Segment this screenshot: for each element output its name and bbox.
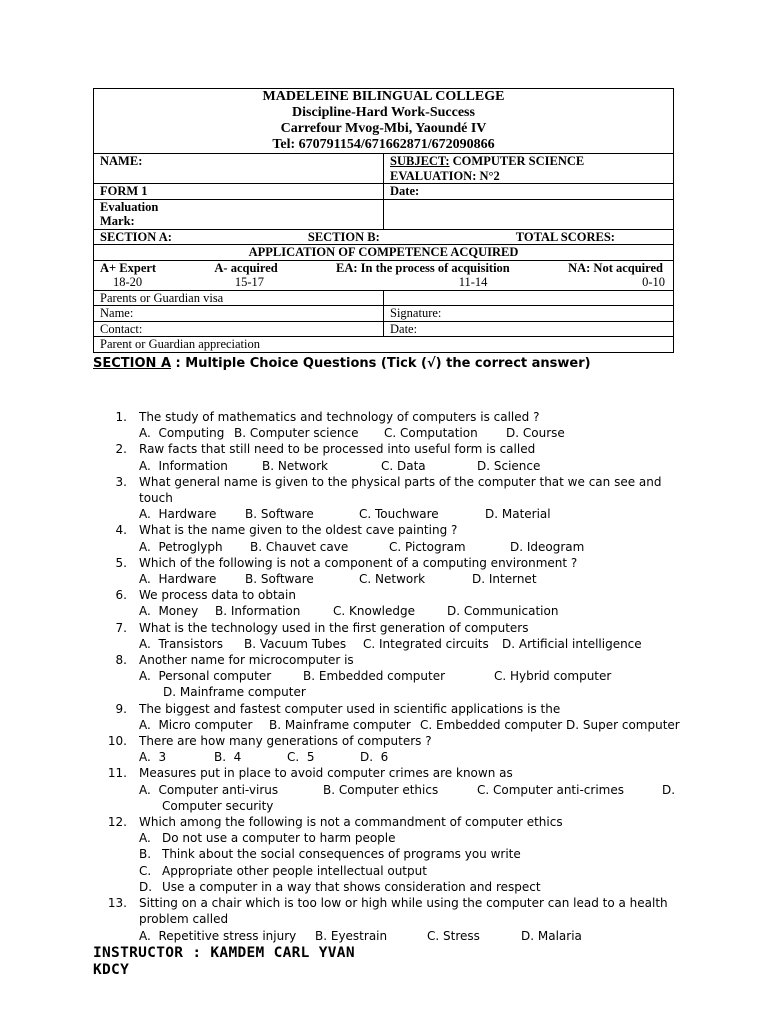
options-8 bbox=[93, 668, 683, 684]
row-sections bbox=[94, 230, 673, 246]
instructor-name: INSTRUCTOR : KAMDEM CARL YVAN bbox=[93, 945, 355, 961]
question-8 bbox=[93, 652, 683, 668]
option-c[interactable]: C. Computation bbox=[384, 426, 478, 441]
question-11 bbox=[93, 765, 683, 781]
levels-cell bbox=[94, 261, 673, 290]
question-number: 9. bbox=[115, 701, 127, 716]
question-text: The biggest and fastest computer used in scientific applications is the bbox=[139, 701, 561, 716]
question-number: 8. bbox=[115, 653, 127, 668]
question-text: Measures put in place to avoid computer crimes are known as bbox=[139, 766, 513, 781]
option-text: Use a computer in a way that shows consideration and respect bbox=[162, 879, 541, 894]
option-d[interactable]: Computer security bbox=[162, 798, 274, 813]
option-d[interactable]: D. Science bbox=[477, 458, 541, 473]
section-a-instructions: : Multiple Choice Questions (Tick (√) the correct answer) bbox=[171, 356, 591, 371]
question-number: 4. bbox=[115, 523, 127, 538]
option-a[interactable]: A. Personal computer bbox=[139, 669, 272, 684]
question-5 bbox=[93, 555, 683, 571]
option-d-letter[interactable]: D. bbox=[662, 782, 676, 797]
parent-contact-field[interactable]: Contact: bbox=[94, 322, 384, 337]
options-6 bbox=[93, 603, 683, 619]
section-a-score: SECTION A: bbox=[100, 229, 172, 244]
option-a[interactable]: A. Money bbox=[139, 604, 199, 619]
option-d[interactable]: D. Material bbox=[485, 507, 551, 522]
option-c[interactable]: C. Integrated circuits bbox=[363, 636, 489, 651]
option-text: Appropriate other people intellectual output bbox=[162, 863, 427, 878]
option-c[interactable]: C. Stress bbox=[427, 928, 480, 943]
option-a[interactable]: A. Computer anti-virus bbox=[139, 782, 279, 797]
option-letter: B. bbox=[139, 847, 152, 862]
question-text: What general name is given to the physical parts of the computer that we can see and touch bbox=[139, 474, 662, 506]
option-d[interactable]: D. Internet bbox=[472, 572, 537, 587]
question-9 bbox=[93, 701, 683, 717]
school-tel: Tel: 670791154/671662871/672090866 bbox=[272, 137, 495, 152]
option-d[interactable]: D. Artificial intelligence bbox=[502, 636, 642, 651]
total-scores: TOTAL SCORES: bbox=[515, 229, 615, 244]
option-a[interactable]: A. Transistors bbox=[139, 636, 223, 651]
level-process: EA: In the process of acquisition bbox=[336, 260, 510, 275]
option-b[interactable] bbox=[139, 846, 683, 862]
row-eval-mark bbox=[94, 200, 673, 230]
sections-scores bbox=[94, 230, 673, 245]
row-parent-name bbox=[94, 306, 673, 322]
levels-names bbox=[94, 261, 673, 276]
option-b[interactable]: B. Software bbox=[245, 572, 314, 587]
subject-cell bbox=[384, 154, 673, 183]
question-6 bbox=[93, 587, 683, 603]
visa-empty bbox=[384, 291, 673, 306]
option-c[interactable]: C. Data bbox=[381, 458, 426, 473]
option-c[interactable]: C. Hybrid computer bbox=[494, 669, 612, 684]
option-b[interactable]: B. 4 bbox=[214, 750, 242, 765]
parent-appreciation-label: Parent or Guardian appreciation bbox=[100, 337, 261, 351]
option-b[interactable]: B. Computer science bbox=[234, 426, 359, 441]
option-d[interactable]: D. Ideogram bbox=[510, 539, 585, 554]
options-4 bbox=[93, 539, 683, 555]
option-b[interactable]: B. Embedded computer bbox=[303, 669, 446, 684]
question-number: 12. bbox=[107, 815, 127, 830]
question-number: 13. bbox=[107, 896, 127, 911]
school-name: MADELEINE BILINGUAL COLLEGE bbox=[262, 89, 505, 104]
question-text: The study of mathematics and technology of computers is called ? bbox=[139, 410, 540, 424]
date-field[interactable]: Date: bbox=[390, 184, 420, 198]
row-application bbox=[94, 245, 673, 261]
question-text: What is the name given to the oldest cave painting ? bbox=[139, 523, 458, 538]
question-2 bbox=[93, 441, 683, 457]
row-parent-contact bbox=[94, 322, 673, 338]
header-table bbox=[93, 88, 674, 353]
options-12 bbox=[93, 830, 683, 895]
level-acquired: A- acquired bbox=[214, 260, 278, 275]
question-number: 6. bbox=[115, 588, 127, 603]
question-1 bbox=[93, 409, 683, 425]
level-not: NA: Not acquired bbox=[568, 260, 663, 275]
question-text: Sitting on a chair which is too low or high while using the computer can lead to a health bbox=[139, 896, 668, 911]
subject-value: COMPUTER SCIENCE bbox=[449, 154, 585, 168]
option-b[interactable]: B. Mainframe computer bbox=[269, 717, 411, 732]
option-d[interactable]: D. Mainframe computer bbox=[163, 685, 306, 700]
options-5 bbox=[93, 571, 683, 587]
question-13 bbox=[93, 895, 683, 911]
question-text: Raw facts that still need to be processed into useful form is called bbox=[139, 442, 536, 457]
question-number: 5. bbox=[115, 555, 127, 570]
school-motto: Discipline-Hard Work-Success bbox=[292, 105, 475, 120]
question-3 bbox=[93, 474, 683, 506]
row-appreciation bbox=[94, 337, 673, 352]
option-letter: A. bbox=[139, 831, 151, 846]
options-3 bbox=[93, 506, 683, 522]
options-10 bbox=[93, 749, 683, 765]
question-13-cont bbox=[93, 911, 683, 927]
option-b[interactable]: B. Chauvet cave bbox=[250, 539, 349, 554]
question-text: There are how many generations of computers ? bbox=[139, 734, 432, 749]
option-a[interactable]: A. Petroglyph bbox=[139, 539, 223, 554]
option-d[interactable]: D. Super computer bbox=[566, 717, 680, 732]
row-form-date bbox=[94, 184, 673, 200]
option-a[interactable]: A. Micro computer bbox=[139, 717, 253, 732]
eval-mark-line1: Evaluation bbox=[100, 199, 159, 214]
question-text: Which among the following is not a commandment of computer ethics bbox=[139, 815, 563, 830]
option-c[interactable]: C. Embedded computer bbox=[420, 717, 563, 732]
option-c[interactable] bbox=[139, 863, 683, 879]
question-7 bbox=[93, 620, 683, 636]
option-b[interactable]: B. Information bbox=[215, 604, 301, 619]
option-a[interactable]: A. Hardware bbox=[139, 572, 217, 587]
section-a-title bbox=[93, 356, 591, 371]
question-number: 11. bbox=[107, 766, 127, 781]
evaluation-mark-field[interactable] bbox=[94, 200, 384, 229]
option-a[interactable]: A. Computing bbox=[139, 426, 225, 441]
option-c[interactable]: C. 5 bbox=[287, 750, 315, 765]
school-block bbox=[94, 89, 673, 154]
question-text: Another name for microcomputer is bbox=[139, 653, 354, 668]
options-1 bbox=[93, 425, 683, 441]
options-8-cont bbox=[93, 684, 683, 700]
row-visa bbox=[94, 291, 673, 307]
option-c[interactable]: C. Touchware bbox=[359, 507, 439, 522]
option-c[interactable]: C. Pictogram bbox=[389, 539, 466, 554]
question-number: 2. bbox=[115, 442, 127, 457]
option-c[interactable]: C. Network bbox=[359, 572, 426, 587]
question-4 bbox=[93, 522, 683, 538]
range-process: 11-14 bbox=[458, 275, 488, 289]
instructor-initials: KDCY bbox=[93, 962, 130, 978]
option-a[interactable]: A. Hardware bbox=[139, 507, 217, 522]
form-label: FORM 1 bbox=[94, 184, 384, 199]
section-b-score: SECTION B: bbox=[307, 229, 380, 244]
option-b[interactable]: B. Eyestrain bbox=[315, 928, 388, 943]
parents-visa-label: Parents or Guardian visa bbox=[94, 291, 384, 306]
option-a[interactable]: A. 3 bbox=[139, 750, 167, 765]
option-b[interactable]: B. Computer ethics bbox=[323, 782, 439, 797]
option-b[interactable]: B. Vacuum Tubes bbox=[244, 636, 347, 651]
row-levels bbox=[94, 261, 673, 291]
eval-mark-empty bbox=[384, 200, 673, 229]
option-a[interactable]: A. Repetitive stress injury bbox=[139, 928, 297, 943]
question-12 bbox=[93, 814, 683, 830]
option-c[interactable]: C. Knowledge bbox=[333, 604, 415, 619]
range-not: 0-10 bbox=[642, 275, 665, 289]
level-expert: A+ Expert bbox=[100, 260, 157, 275]
option-a[interactable]: A. Information bbox=[139, 458, 228, 473]
subject-label: SUBJECT: bbox=[390, 154, 450, 168]
question-text: We process data to obtain bbox=[139, 588, 296, 603]
options-2 bbox=[93, 458, 683, 474]
option-b[interactable]: B. Software bbox=[245, 507, 314, 522]
option-letter: D. bbox=[139, 879, 153, 894]
range-acquired: 15-17 bbox=[234, 275, 265, 289]
option-d[interactable]: D. Malaria bbox=[521, 928, 582, 943]
question-10 bbox=[93, 733, 683, 749]
option-text: Think about the social consequences of programs you write bbox=[162, 847, 521, 862]
question-number: 10. bbox=[107, 734, 127, 749]
parent-name-field[interactable]: Name: bbox=[94, 306, 384, 321]
parent-signature-field[interactable]: Signature: bbox=[390, 306, 442, 320]
question-number: 3. bbox=[115, 474, 127, 489]
option-a[interactable] bbox=[139, 830, 683, 846]
parent-date-field[interactable]: Date: bbox=[390, 321, 418, 336]
option-d[interactable]: D. Course bbox=[506, 426, 565, 441]
name-field[interactable]: NAME: bbox=[94, 154, 384, 183]
option-b[interactable]: B. Network bbox=[262, 458, 328, 473]
question-list bbox=[93, 409, 683, 944]
range-expert: 18-20 bbox=[113, 275, 143, 289]
evaluation-number: EVALUATION: N°2 bbox=[390, 168, 500, 183]
instructor-signature bbox=[93, 945, 355, 979]
eval-mark-line2: Mark: bbox=[100, 214, 135, 228]
option-d[interactable]: D. 6 bbox=[360, 750, 389, 765]
option-d[interactable]: D. Communication bbox=[447, 604, 559, 619]
question-text: What is the technology used in the first generation of computers bbox=[139, 620, 529, 635]
question-number: 7. bbox=[115, 620, 127, 635]
options-11 bbox=[93, 782, 683, 798]
option-c[interactable]: C. Computer anti-crimes bbox=[477, 782, 624, 797]
options-13 bbox=[93, 928, 683, 944]
application-title: APPLICATION OF COMPETENCE ACQUIRED bbox=[248, 245, 519, 259]
question-text-cont: problem called bbox=[139, 912, 229, 927]
row-name-subject bbox=[94, 154, 673, 184]
school-address: Carrefour Mvog-Mbi, Yaoundé IV bbox=[280, 121, 487, 136]
section-a-label: SECTION A bbox=[93, 356, 172, 371]
option-d[interactable] bbox=[139, 879, 683, 895]
option-letter: C. bbox=[139, 863, 152, 878]
option-text: Do not use a computer to harm people bbox=[162, 831, 396, 846]
options-7 bbox=[93, 636, 683, 652]
options-11-cont bbox=[93, 798, 683, 814]
question-text: Which of the following is not a component of a computing environment ? bbox=[139, 555, 578, 570]
levels-ranges bbox=[94, 275, 673, 290]
options-9 bbox=[93, 717, 683, 733]
question-number: 1. bbox=[115, 410, 127, 424]
